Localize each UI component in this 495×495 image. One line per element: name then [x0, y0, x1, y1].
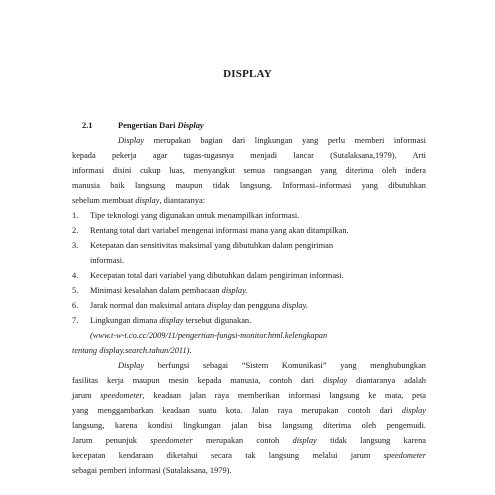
para1-line-1: [72, 133, 426, 148]
list-number: 7.: [72, 316, 79, 325]
list-number: 4.: [72, 271, 79, 280]
para2-l2-a: fasilitas kerja maupun mesin kepada manusia, contoh dari: [72, 376, 323, 385]
para2-l2-c: diantaranya adalah: [347, 376, 426, 385]
list-text-italic: display.: [221, 286, 248, 295]
section-number: 2.1: [82, 121, 93, 130]
para2-line-2: [72, 373, 426, 388]
para2-line-4: [72, 403, 426, 418]
para1-line-3: informasi disini cukup luas, menyangkut semua rangsangan yang diterima oleh indera: [72, 166, 426, 175]
para1-l5-c: , diantaranya:: [159, 196, 206, 205]
para1-line-4: manusia baik langsung maupun tidak langsung. Informasi–informasi yang dibutuhkan: [72, 181, 426, 190]
list-text: Rentang total dari variabel mengenai informasi mana yang akan ditampilkan.: [90, 226, 349, 235]
para2-l4-a: yang menggambarkan keadaan suatu kota. Jalan raya merupakan contoh dari: [72, 406, 402, 415]
section-heading: [72, 118, 426, 133]
list-item: [72, 313, 426, 328]
list-text: dan pengguna: [231, 301, 283, 310]
para2-text: berfungsi sebagai “Sistem Komunikasi” yang menghubungkan: [144, 361, 426, 370]
paragraph-1: [72, 133, 426, 208]
page-title: DISPLAY: [223, 68, 272, 80]
para2-l6-c: merupakan contoh: [192, 436, 293, 445]
para1-l5-b: display: [135, 196, 160, 205]
list-text: Kecepatan total dari variabel yang dibutuhkan dalam pengiriman informasi.: [90, 271, 344, 280]
list-item: [72, 268, 426, 283]
para2-l3-a: jarum: [72, 391, 101, 400]
para2-line-5: langsung, karena kondisi lingkungan jalan bisa langsung diterima oleh pengemudi.: [72, 421, 426, 430]
list-number: 6.: [72, 301, 79, 310]
list-number: 3.: [72, 241, 79, 250]
para2-l7-a: kecepatan kendaraan diketahui secara tak langsung melalui jarum: [72, 451, 384, 460]
list-item: [72, 223, 426, 238]
para2-term: Display: [118, 361, 145, 370]
para1-text: merupakan bagian dari lingkungan yang perlu memberi informasi: [144, 136, 426, 145]
para1-line-5: [72, 193, 426, 208]
list-text: Lingkungan dimana: [90, 316, 160, 325]
list-number: 1.: [72, 211, 79, 220]
para2-l4-b: display: [401, 406, 426, 415]
list-text: Minimasi kesalahan dalam pembacaan: [90, 286, 222, 295]
list-text: tersebut digunakan.: [183, 316, 252, 325]
citation-line-2: tentang display.search.tahun/2011).: [72, 346, 192, 355]
para2-l3-b: speedometer: [100, 391, 143, 400]
requirements-list: [72, 208, 426, 328]
para1-term: Display: [118, 136, 145, 145]
para2-l3-c: , keadaan jalan raya memberikan informasi langsung ke mata, peta: [142, 391, 426, 400]
para2-l6-b: speedometer: [150, 436, 193, 445]
para2-line-7: [72, 448, 426, 463]
list-text: Ketepatan dan sensitivitas maksimal yang dibutuhkan dalam pengiriman: [90, 241, 334, 250]
para2-l6-e: tidak langsung karena: [316, 436, 426, 445]
list-text: Tipe teknologi yang digunakan untuk menampilkan informasi.: [90, 211, 300, 220]
para2-line-6: [72, 433, 426, 448]
para2-l7-b: speedometer: [383, 451, 426, 460]
citation-line-1: (www.t-w-t.co.cc/2009/11/pengertian-fungsi-monitor.html.kelengkapan: [90, 331, 328, 340]
list-number: 2.: [72, 226, 79, 235]
para2-line-3: [72, 388, 426, 403]
list-text-cont: informasi.: [90, 256, 125, 265]
para2-line-8: sebagai pemberi informasi (Sutalaksana, 1979).: [72, 466, 232, 475]
list-number: 5.: [72, 286, 79, 295]
para1-l5-a: sebelum membuat: [72, 196, 136, 205]
section-title-italic: Display: [177, 121, 204, 130]
section-title: [118, 118, 204, 133]
para2-l6-d: display: [292, 436, 317, 445]
list-item: [72, 298, 426, 313]
para2-l6-a: Jarum penunjuk: [72, 436, 151, 445]
list-text: Jarak normal dan maksimal antara: [90, 301, 207, 310]
list-text-italic: display: [206, 301, 232, 310]
list-text-italic: display.: [282, 301, 308, 310]
para1-line-2: kepada pekerja agar tugas-tugasnya menjadi lancar (Sutalaksana,1979). Arti: [72, 151, 426, 160]
para2-l2-b: display: [322, 376, 348, 385]
paragraph-2: [72, 358, 426, 478]
section-title-prefix: Pengertian Dari: [118, 121, 178, 130]
list-text-italic: display: [159, 316, 184, 325]
document-body: [72, 118, 426, 478]
list-item: [72, 208, 426, 223]
list-item: [72, 238, 426, 268]
para2-line-1: [72, 358, 426, 373]
list-item: [72, 283, 426, 298]
